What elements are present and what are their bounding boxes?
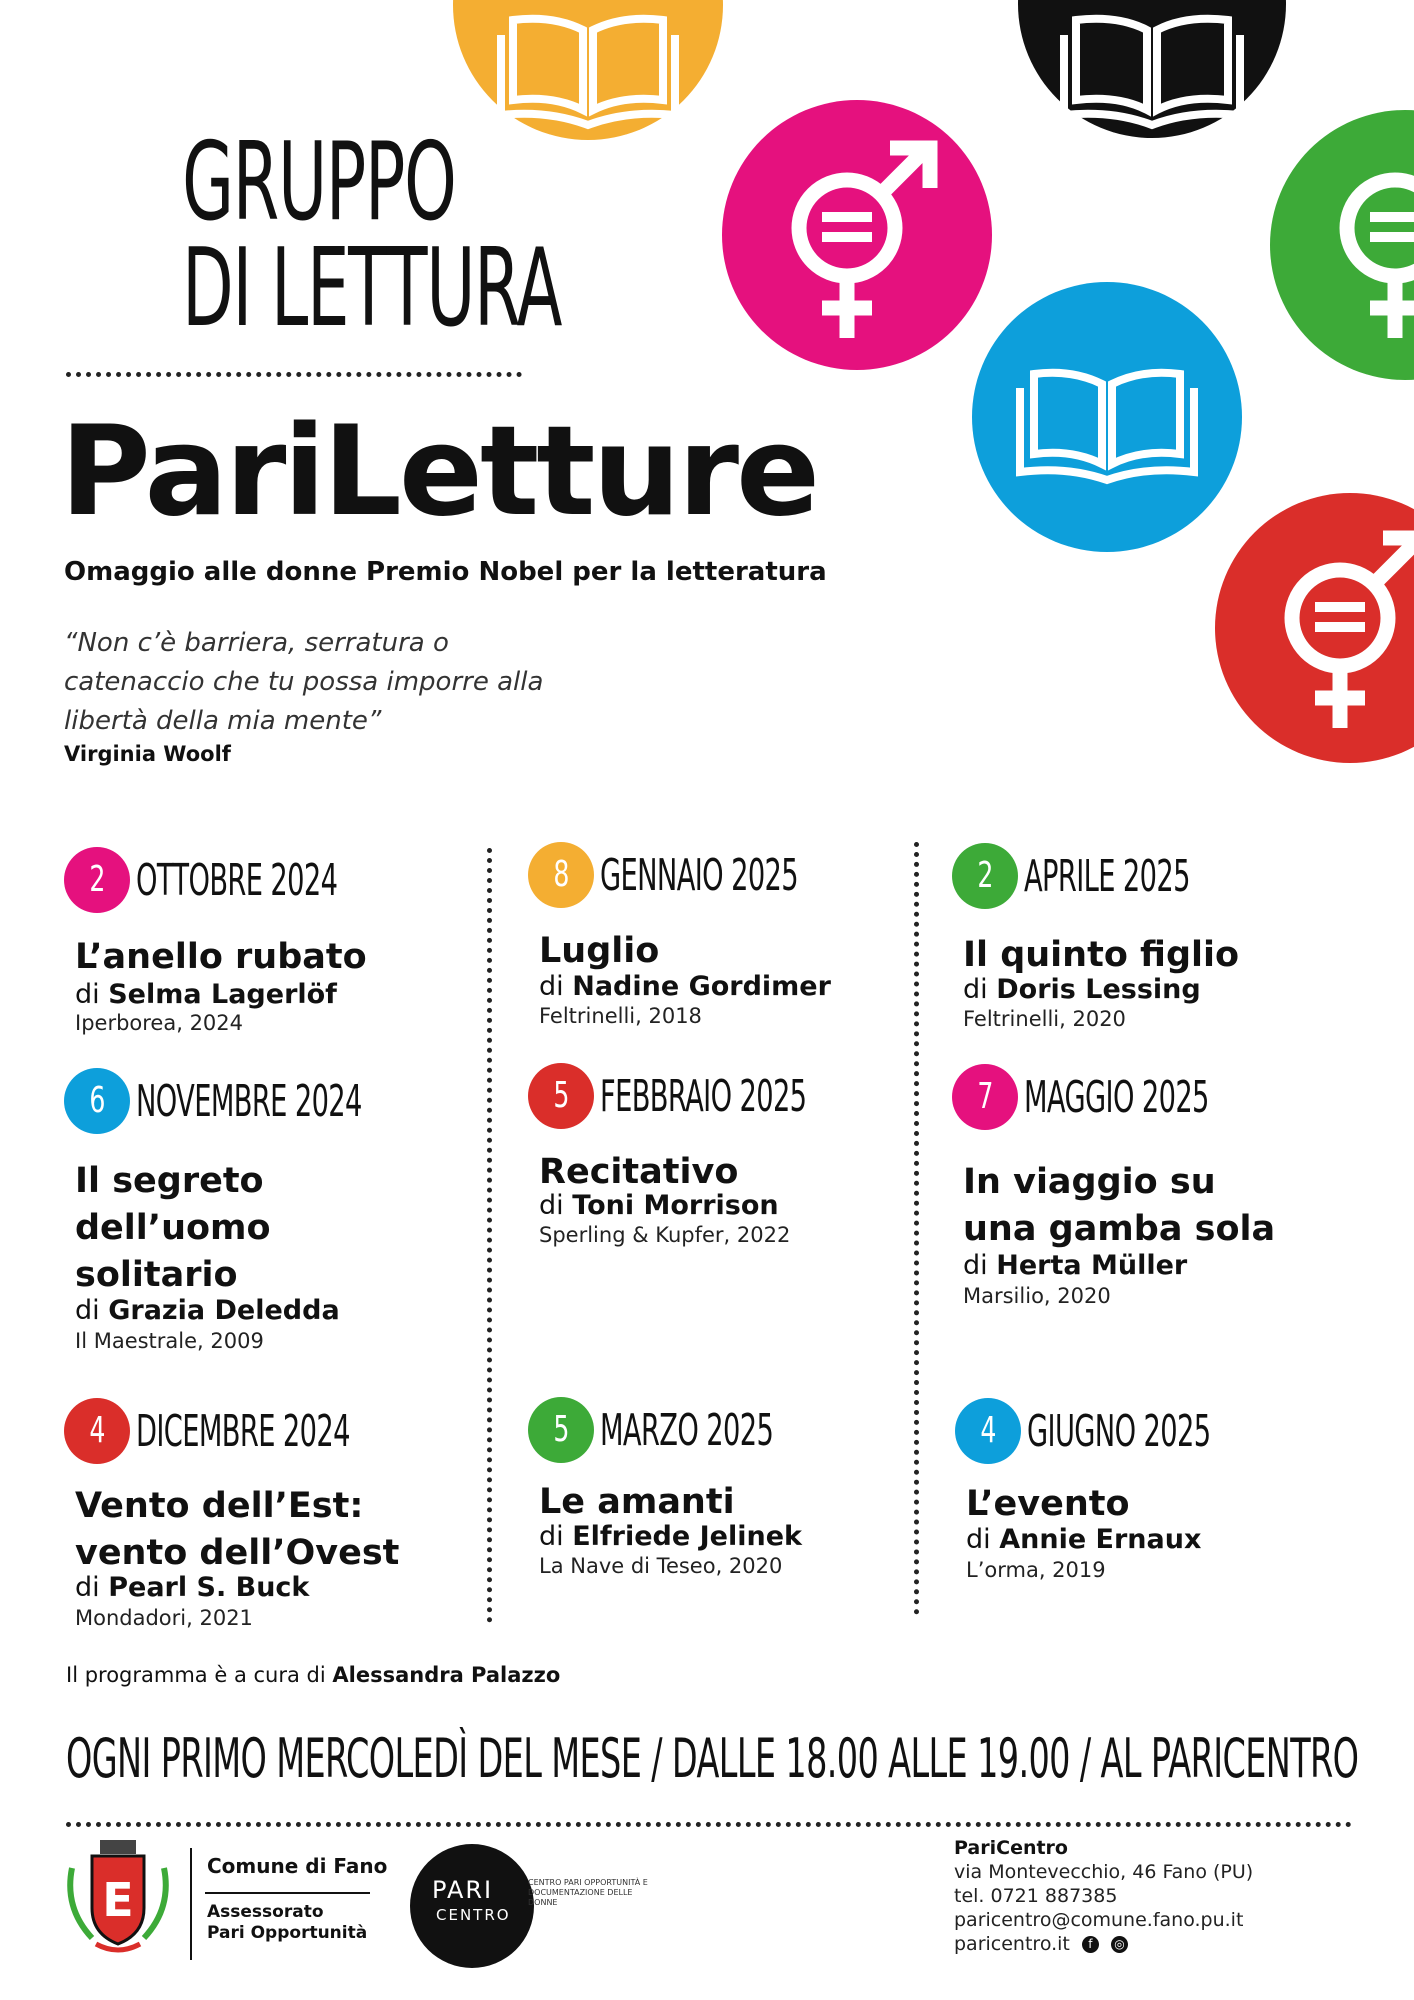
book-publisher: La Nave di Teseo, 2020 bbox=[539, 1554, 783, 1578]
date-month: MARZO 2025 bbox=[600, 1405, 774, 1456]
date-month: OTTOBRE 2024 bbox=[136, 855, 338, 906]
facebook-icon[interactable]: f bbox=[1082, 1936, 1099, 1953]
org-name: PariCentro bbox=[954, 1837, 1068, 1859]
red-gender-circle bbox=[1215, 493, 1414, 763]
book-author: di Doris Lessing bbox=[963, 974, 1201, 1005]
book-title: Luglio bbox=[539, 931, 660, 971]
comune-name: Comune di Fano bbox=[207, 1854, 388, 1878]
email-link[interactable]: paricentro@comune.fano.pu.it bbox=[954, 1909, 1244, 1931]
date-day-badge: 5 bbox=[528, 1397, 594, 1463]
book-title: vento dell’Ovest bbox=[75, 1533, 400, 1573]
address: via Montevecchio, 46 Fano (PU) bbox=[954, 1861, 1254, 1883]
footer-rule bbox=[205, 1892, 370, 1894]
book-publisher: Marsilio, 2020 bbox=[963, 1284, 1111, 1308]
book-publisher: Il Maestrale, 2009 bbox=[75, 1329, 264, 1353]
date-day-badge: 5 bbox=[528, 1063, 594, 1129]
book-publisher: Mondadori, 2021 bbox=[75, 1606, 253, 1630]
book-title: L’anello rubato bbox=[75, 937, 367, 977]
book-author: di Annie Ernaux bbox=[966, 1524, 1202, 1555]
book-publisher: Sperling & Kupfer, 2022 bbox=[539, 1223, 791, 1247]
instagram-icon[interactable]: ◎ bbox=[1111, 1936, 1128, 1953]
gender-equality-icon bbox=[1215, 493, 1414, 763]
book-author: di Herta Müller bbox=[963, 1250, 1188, 1281]
yellow-book-circle bbox=[453, 0, 723, 140]
book-author: di Nadine Gordimer bbox=[539, 971, 831, 1002]
contact-block bbox=[954, 1836, 1253, 1956]
book-author: di Pearl S. Buck bbox=[75, 1572, 310, 1603]
book-author: di Grazia Deledda bbox=[75, 1295, 340, 1326]
curated-by: Il programma è a cura di Alessandra Palazzo bbox=[66, 1663, 561, 1687]
date-day-badge: 8 bbox=[528, 842, 594, 908]
magenta-gender-circle bbox=[722, 100, 992, 370]
website-link[interactable]: paricentro.it bbox=[954, 1933, 1070, 1955]
date-day-badge: 6 bbox=[64, 1068, 130, 1134]
assessorato: Assessorato Pari Opportunità bbox=[207, 1902, 368, 1943]
book-icon bbox=[972, 282, 1242, 552]
gender-equality-icon bbox=[722, 100, 992, 370]
book-author: di Selma Lagerlöf bbox=[75, 979, 337, 1010]
book-author: di Elfriede Jelinek bbox=[539, 1521, 802, 1552]
book-title: dell’uomo bbox=[75, 1208, 271, 1248]
footer-divider bbox=[66, 1822, 1352, 1827]
group-heading: GRUPPO DI LETTURA bbox=[182, 120, 562, 351]
quote-author: Virginia Woolf bbox=[64, 742, 231, 766]
book-icon bbox=[453, 0, 723, 140]
date-day-badge: 4 bbox=[64, 1398, 130, 1464]
book-title: Il quinto figlio bbox=[963, 935, 1240, 975]
book-publisher: Feltrinelli, 2018 bbox=[539, 1004, 702, 1028]
date-day-badge: 2 bbox=[952, 843, 1018, 909]
book-publisher: L’orma, 2019 bbox=[966, 1558, 1106, 1582]
book-author: di Toni Morrison bbox=[539, 1190, 779, 1221]
heading-divider bbox=[66, 372, 522, 377]
column-divider bbox=[914, 842, 919, 1615]
page-subtitle: Omaggio alle donne Premio Nobel per la letteratura bbox=[64, 557, 827, 587]
page-title: PariLetture bbox=[60, 400, 818, 544]
book-title: L’evento bbox=[966, 1484, 1130, 1524]
logo-pari-text: PARI bbox=[432, 1876, 494, 1904]
date-month: GENNAIO 2025 bbox=[600, 850, 799, 901]
date-month: DICEMBRE 2024 bbox=[136, 1406, 350, 1457]
book-title: Il segreto bbox=[75, 1161, 264, 1201]
book-title: In viaggio su bbox=[963, 1162, 1216, 1202]
logo-centro-text: CENTRO bbox=[436, 1906, 511, 1924]
quote: “Non c’è barriera, serratura o catenaccio che tu possa imporre alla libertà della mia mente” bbox=[64, 628, 544, 736]
footer-separator bbox=[190, 1848, 192, 1960]
book-publisher: Iperborea, 2024 bbox=[75, 1011, 244, 1035]
city-crest-icon bbox=[62, 1838, 174, 1956]
book-title: Vento dell’Est: bbox=[75, 1486, 364, 1526]
column-divider bbox=[487, 848, 492, 1623]
book-icon bbox=[1018, 0, 1286, 138]
book-title: Recitativo bbox=[539, 1152, 739, 1192]
book-title: Le amanti bbox=[539, 1482, 735, 1522]
blue-book-circle bbox=[972, 282, 1242, 552]
date-month: GIUGNO 2025 bbox=[1027, 1406, 1211, 1457]
date-month: FEBBRAIO 2025 bbox=[600, 1071, 807, 1122]
date-month: MAGGIO 2025 bbox=[1024, 1072, 1209, 1123]
centro-description: CENTRO PARI OPPORTUNITÀ E DOCUMENTAZIONE DELLE DONNE bbox=[528, 1878, 648, 1907]
black-book-circle bbox=[1018, 0, 1286, 138]
schedule-tagline: OGNI PRIMO MERCOLEDÌ DEL MESE / DALLE 18.00 ALLE 19.00 / AL PARICENTRO bbox=[66, 1727, 1359, 1790]
svg-text:E: E bbox=[102, 1873, 134, 1927]
book-publisher: Feltrinelli, 2020 bbox=[963, 1007, 1126, 1031]
book-title: solitario bbox=[75, 1255, 238, 1295]
book-title: una gamba sola bbox=[963, 1209, 1276, 1249]
phone[interactable]: tel. 0721 887385 bbox=[954, 1885, 1118, 1907]
date-day-badge: 2 bbox=[64, 847, 130, 913]
date-month: NOVEMBRE 2024 bbox=[136, 1076, 362, 1127]
date-day-badge: 4 bbox=[955, 1398, 1021, 1464]
green-gender-circle bbox=[1270, 110, 1414, 380]
date-day-badge: 7 bbox=[952, 1064, 1018, 1130]
date-month: APRILE 2025 bbox=[1024, 851, 1190, 902]
gender-equality-icon bbox=[1270, 110, 1414, 380]
